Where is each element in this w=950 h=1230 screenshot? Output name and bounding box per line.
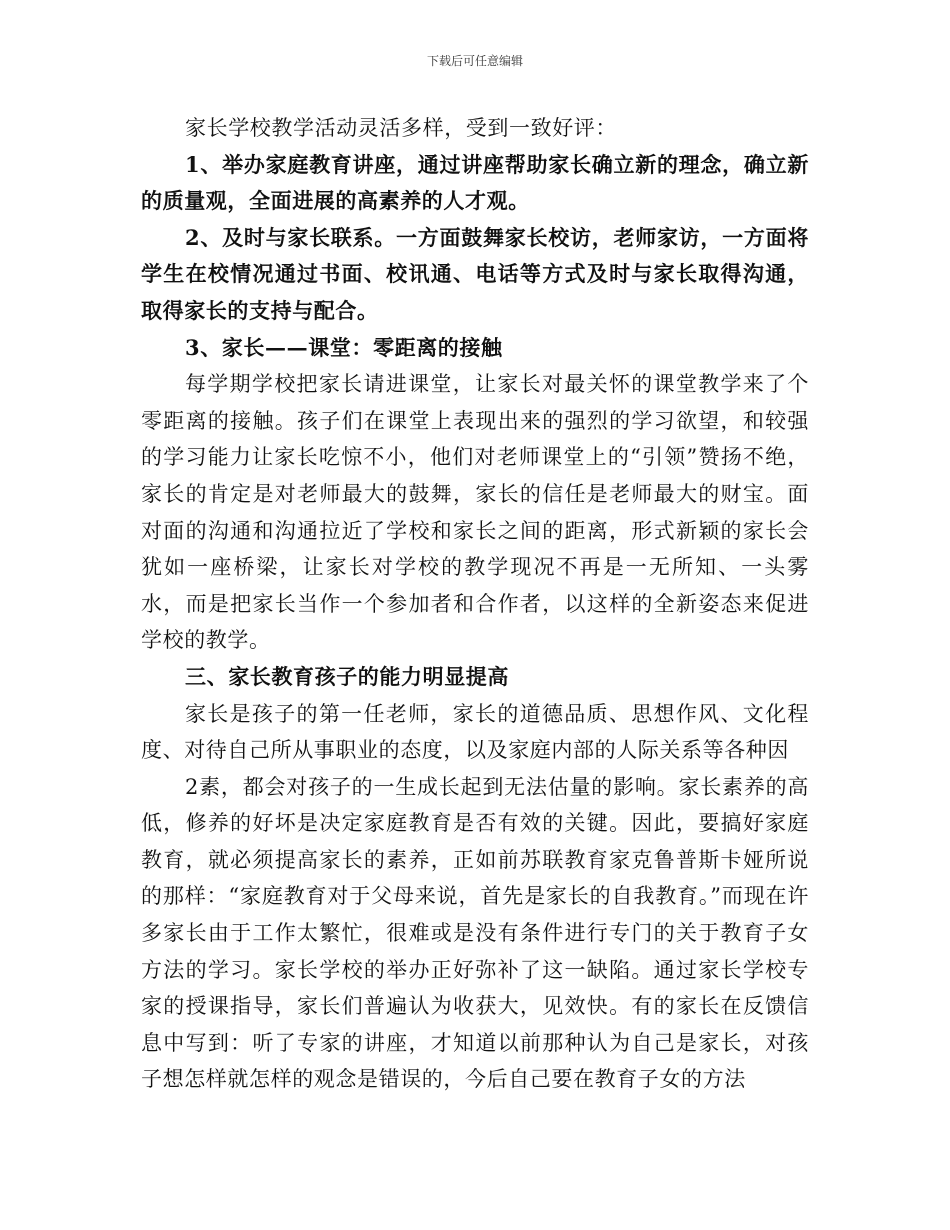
item-3-heading: 3、家长——课堂：零距离的接触 — [185, 334, 503, 360]
parent-role-paragraph: 家长是孩子的第一任老师，家长的道德品质、思想作风、文化程度、对待自己所从事职业的态度，以及家庭内部的人际关系等各种因 — [141, 701, 809, 763]
parent-quality-paragraph: 2素，都会对孩子的一生成长起到无法估量的影响。家长素养的高低，修养的好坏是决定家庭教育是否有效的关键。因此，要搞好家庭教育，就必须提高家长的素养，正如前苏联教育家克鲁普斯卡娅所说的那样：“家庭教育对于父母来说，首先是家长的自我教育。”而现在许多家长由于工作太繁忙，很难或是没有条件进行专门的关于教育子女方法的学习。家长学校的举办正好弥补了这一缺陷。通过家长学校专家的授课指导，家长们普遍认为收获大，见效快。有的家长在反馈信息中写到：听了专家的讲座，才知道以前那种认为自己是家长，对孩子想怎样就怎样的观念是错误的，今后自己要在教育子女的方法 — [141, 774, 809, 1092]
classroom-paragraph: 每学期学校把家长请进课堂，让家长对最关怀的课堂教学来了个零距离的接触。孩子们在课堂上表现出来的强烈的学习欲望，和较强的学习能力让家长吃惊不小，他们对老师课堂上的“引领”赞扬不绝，家长的肯定是对老师最大的鼓舞，家长的信任是老师最大的财宝。面对面的沟通和沟通拉近了学校和家长之间的距离，形式新颖的家长会犹如一座桥梁，让家长对学校的教学现况不再是一无所知、一头雾水，而是把家长当作一个参加者和合作者，以这样的全新姿态来促进学校的教学。 — [141, 372, 809, 653]
item-2-paragraph: 2、及时与家长联系。一方面鼓舞家长校访，老师家访，一方面将学生在校情况通过书面、校讯通、电话等方式及时与家长取得沟通，取得家长的支持与配合。 — [141, 224, 809, 323]
document-body — [141, 110, 809, 1098]
intro-paragraph: 家长学校教学活动灵活多样，受到一致好评： — [185, 116, 617, 140]
section-3-heading: 三、家长教育孩子的能力明显提高 — [185, 663, 509, 689]
item-1-paragraph: 1、举办家庭教育讲座，通过讲座帮助家长确立新的理念，确立新的质量观，全面进展的高素养的人才观。 — [141, 151, 809, 214]
page-header: 下载后可任意编辑 — [426, 54, 523, 68]
